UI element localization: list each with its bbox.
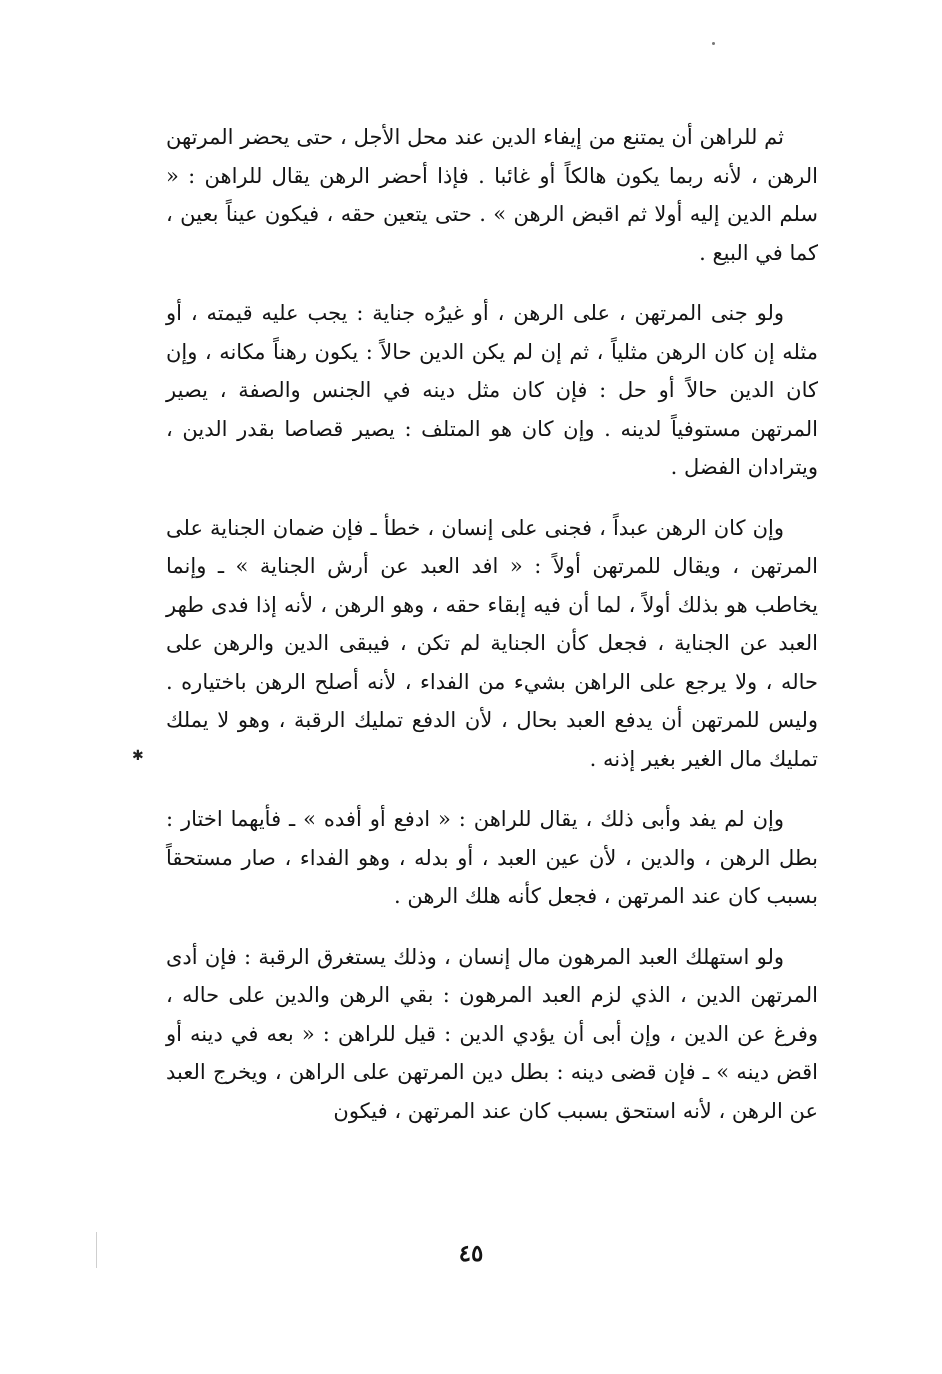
page-number: ٤٥ [458, 1240, 484, 1267]
paragraph-3: وإن كان الرهن عبداً ، فجنى على إنسان ، خطأ ـ فإن ضمان الجناية على المرتهن ، ويقال للمرتهن أولاً : « افد العبد عن أرش الجناية » ـ وإنما يخاطب هو بذلك أولاً ، لما أن فيه إبقاء حقه ، وهو الرهن ، لأنه إذا فدى طهر العبد عن الجناية ، فجعل كأن الجناية لم تكن ، فيبقى الدين والرهن على حاله ، ولا يرجع على الراهن بشيء من الفداء ، لأنه أصلح الرهن باختياره . وليس للمرتهن أن يدفع العبد بحال ، لأن الدفع تمليك الرقبة ، وهو لا يملك تمليك مال الغير بغير إذنه . [166, 515, 818, 771]
paragraph-5: ولو استهلك العبد المرهون مال إنسان ، وذلك يستغرق الرقبة : فإن أدى المرتهن الدين ، الذي لزم العبد المرهون : بقي الرهن والدين على حاله ، وفرغ عن الدين ، وإن أبى أن يؤدي الدين : قيل للراهن : « بعه في دينه أو اقض دينه » ـ فإن قضى دينه : بطل دين المرتهن على الراهن ، ويخرج العبد عن الرهن ، لأنه استحق بسبب كان عند المرتهن ، فيكون [166, 944, 818, 1123]
paragraph-4: وإن لم يفد وأبى ذلك ، يقال للراهن : « ادفع أو أفده » ـ فأيهما اختار : بطل الرهن ، والدين ، لأن عين العبد ، أو بدله ، وهو الفداء ، صار مستحقاً بسبب كان عند المرتهن ، فجعل كأنه هلك الرهن . [166, 807, 818, 908]
body-text [166, 118, 818, 1152]
paragraph-1: ثم للراهن أن يمتنع من إيفاء الدين عند محل الأجل ، حتى يحضر المرتهن الرهن ، لأنه ربما يكون هالكاً أو غائبا . فإذا أحضر الرهن يقال للراهن : « سلم الدين إليه أولا ثم اقبض الرهن » . حتى يتعين حقه ، فيكون عيناً بعين ، كما في البيع . [166, 125, 818, 265]
paper-speck [712, 42, 715, 45]
footnote-marker-icon: ✱ [132, 748, 144, 764]
paragraph-2: ولو جنى المرتهن ، على الرهن ، أو غيرُه جناية : يجب عليه قيمته ، أو مثله إن كان الرهن مثلياً ، ثم إن لم يكن الدين حالاً : يكون رهناً مكانه ، وإن كان الدين حالاً أو حل : فإن كان مثل دينه في الجنس والصفة ، يصير المرتهن مستوفياً لدينه . وإن كان هو المتلف : يصير قصاصا بقدر الدين ، ويترادان الفضل . [166, 301, 818, 479]
